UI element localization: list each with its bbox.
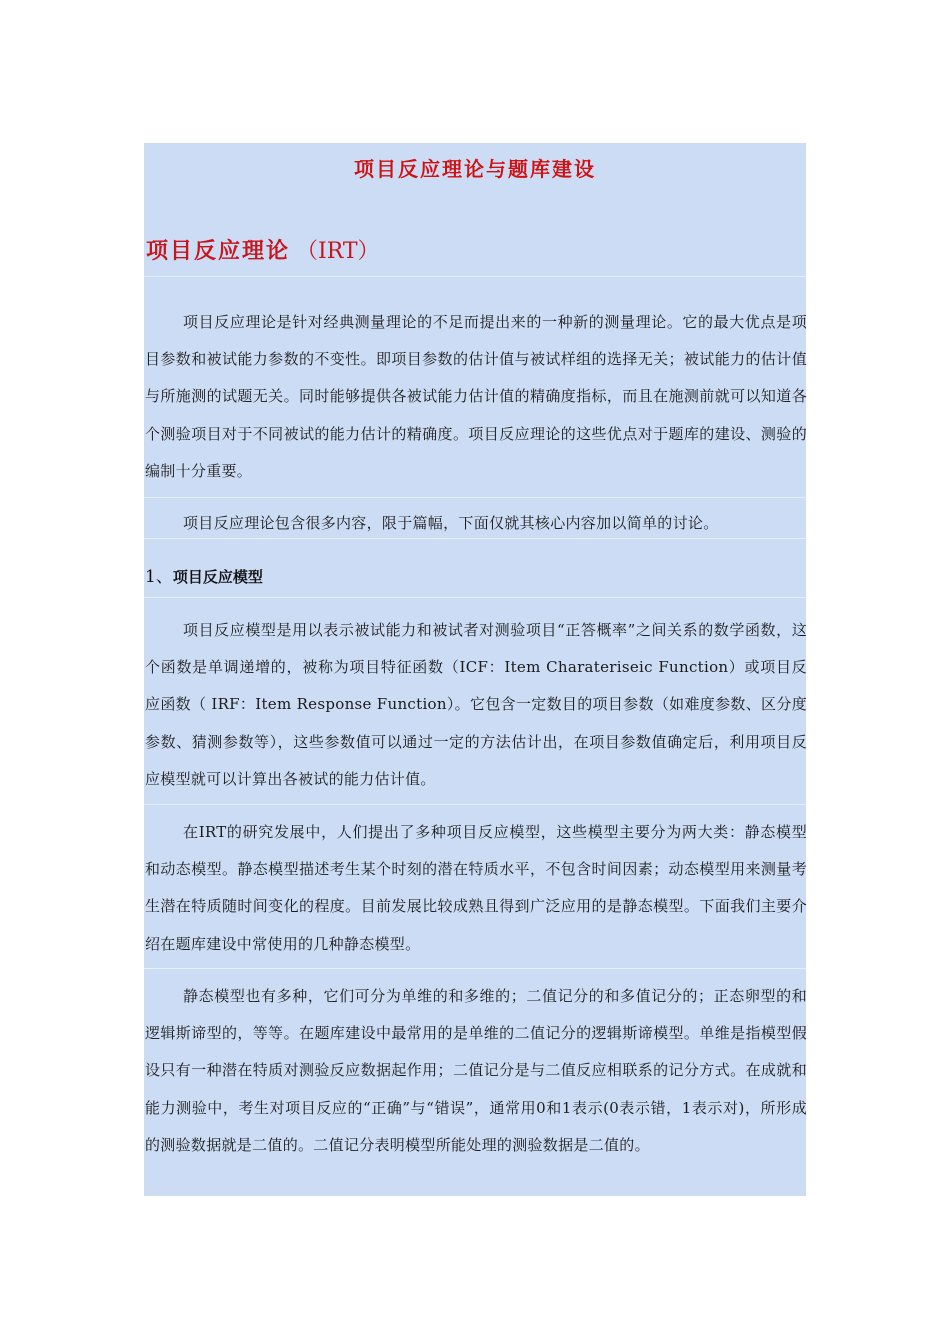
- heading-divider: [144, 276, 806, 277]
- paragraph-model-types: 在IRT的研究发展中，人们提出了多种项目反应模型，这些模型主要分为两大类：静态模型和动态模型。静态模型描述考生某个时刻的潜在特质水平，不包含时间因素；动态模型用来测量考生潜在特质随时间变化的程度。目前发展比较成熟且得到广泛应用的是静态模型。下面我们主要介绍在题库建设中常使用的几种静态模型。: [145, 823, 807, 953]
- document-title: 项目反应理论与题库建设: [354, 157, 596, 181]
- paragraph-irt-model: 项目反应模型是用以表示被试能力和被试者对测验项目“正答概率”之间关系的数学函数，这个函数是单调递增的，被称为项目特征函数（ICF：Item Charateriseic Function）或项目反应函数（ IRF：Item Response Function）。它包含一定数目的项目参数（如难度参数、区分度参数、猜测参数等），这些参数值可以通过一定的方法估计出，在项目参数值确定后，利用项目反应模型就可以计算出各被试的能力估计值。: [145, 621, 807, 788]
- paragraph-divider: [144, 538, 806, 539]
- paragraph-divider: [144, 968, 806, 969]
- subsection-number: 1、: [145, 567, 173, 587]
- paragraph-irt-intro: 项目反应理论是针对经典测量理论的不足而提出来的一种新的测量理论。它的最大优点是项目参数和被试能力参数的不变性。即项目参数的估计值与被试样组的选择无关；被试能力的估计值与所施测的试题无关。同时能够提供各被试能力估计值的精确度指标，而且在施测前就可以知道各个测验项目对于不同被试的能力估计的精确度。项目反应理论的这些优点对于题库的建设、测验的编制十分重要。: [145, 313, 807, 480]
- subsection-title: 项目反应模型: [172, 568, 263, 586]
- paragraph-divider: [144, 804, 806, 805]
- paragraph-divider: [144, 497, 806, 498]
- section-heading-abbr: （IRT）: [296, 239, 380, 264]
- subsection-heading: [145, 564, 263, 590]
- paragraph-irt-scope: 项目反应理论包含很多内容，限于篇幅，下面仅就其核心内容加以简单的讨论。: [183, 514, 719, 532]
- paragraph-static-models: 静态模型也有多种，它们可分为单维的和多维的；二值记分的和多值记分的；正态卵型的和逻辑斯谛型的，等等。在题库建设中最常用的是单维的二值记分的逻辑斯谛模型。单维是指模型假设只有一种潜在特质对测验反应数据起作用；二值记分是与二值反应相联系的记分方式。在成就和能力测验中，考生对项目反应的“正确”与“错误”，通常用0和1表示(0表示错，1表示对)，所形成的测验数据就是二值的。二值记分表明模型所能处理的测验数据是二值的。: [145, 987, 807, 1154]
- section-heading-text: 项目反应理论: [146, 239, 291, 264]
- section-heading: [146, 236, 380, 268]
- paragraph-divider: [144, 597, 806, 598]
